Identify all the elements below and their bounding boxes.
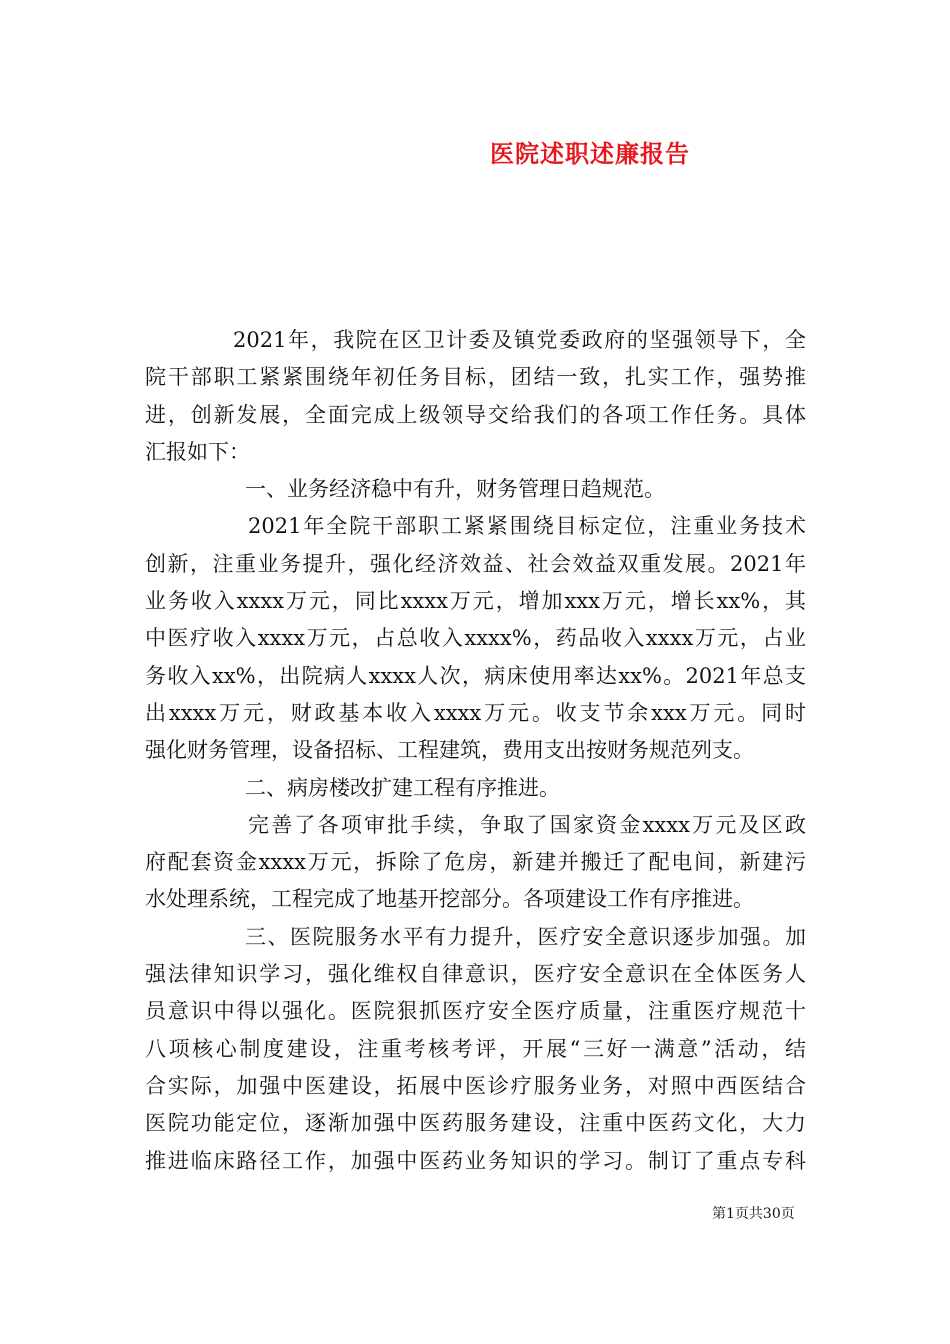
document-body [145, 322, 806, 1180]
text-line: 院干部职工紧紧围绕年初任务目标，团结一致，扎实工作，强势推 [145, 365, 806, 390]
text-line: 医院功能定位，逐渐加强中医药服务建设，注重中医药文化，大力 [145, 1111, 806, 1136]
text-line: 员意识中得以强化。医院狠抓医疗安全医疗质量，注重医疗规范十 [145, 999, 806, 1024]
text-line: 二、病房楼改扩建工程有序推进。 [245, 775, 560, 800]
text-line: 强法律知识学习，强化维权自律意识，医疗安全意识在全体医务人 [145, 962, 806, 987]
text-line: 2021年，我院在区卫计委及镇党委政府的坚强领导下，全 [233, 328, 806, 352]
text-line: 业务收入xxxx万元，同比xxxx万元，增加xxx万元，增长xx%，其 [145, 589, 806, 614]
text-line: 创新，注重业务提升，强化经济效益、社会效益双重发展。2021年 [145, 551, 806, 576]
text-line: 八项核心制度建设，注重考核考评，开展“三好一满意”活动，结 [145, 1036, 806, 1061]
page-number: 第1页共30页 [712, 1206, 795, 1222]
text-line: 府配套资金xxxx万元，拆除了危房，新建并搬迁了配电间，新建污 [145, 850, 806, 875]
text-line: 务收入xx%，出院病人xxxx人次，病床使用率达xx%。2021年总支 [145, 663, 806, 688]
text-line: 汇报如下： [145, 439, 250, 464]
text-line: 2021年全院干部职工紧紧围绕目标定位，注重业务技术 [248, 514, 806, 539]
text-line: 三、医院服务水平有力提升，医疗安全意识逐步加强。加 [245, 924, 806, 949]
text-line: 强化财务管理，设备招标、工程建筑，费用支出按财务规范列支。 [145, 738, 754, 763]
text-line: 中医疗收入xxxx万元，占总收入xxxx%，药品收入xxxx万元，占业 [145, 626, 806, 651]
text-line: 出xxxx万元，财政基本收入xxxx万元。收支节余xxx万元。同时 [145, 700, 806, 725]
text-line: 完善了各项审批手续，争取了国家资金xxxx万元及区政 [248, 812, 806, 837]
text-line: 一、业务经济稳中有升，财务管理日趋规范。 [245, 477, 665, 502]
text-line: 水处理系统，工程完成了地基开挖部分。各项建设工作有序推进。 [145, 887, 754, 912]
document-title: 医院述职述廉报告 [490, 139, 690, 168]
text-line: 合实际，加强中医建设，拓展中医诊疗服务业务，对照中西医结合 [145, 1073, 806, 1098]
text-line: 推进临床路径工作，加强中医药业务知识的学习。制订了重点专科 [145, 1148, 806, 1173]
text-line: 进，创新发展，全面完成上级领导交给我们的各项工作任务。具体 [145, 402, 806, 427]
